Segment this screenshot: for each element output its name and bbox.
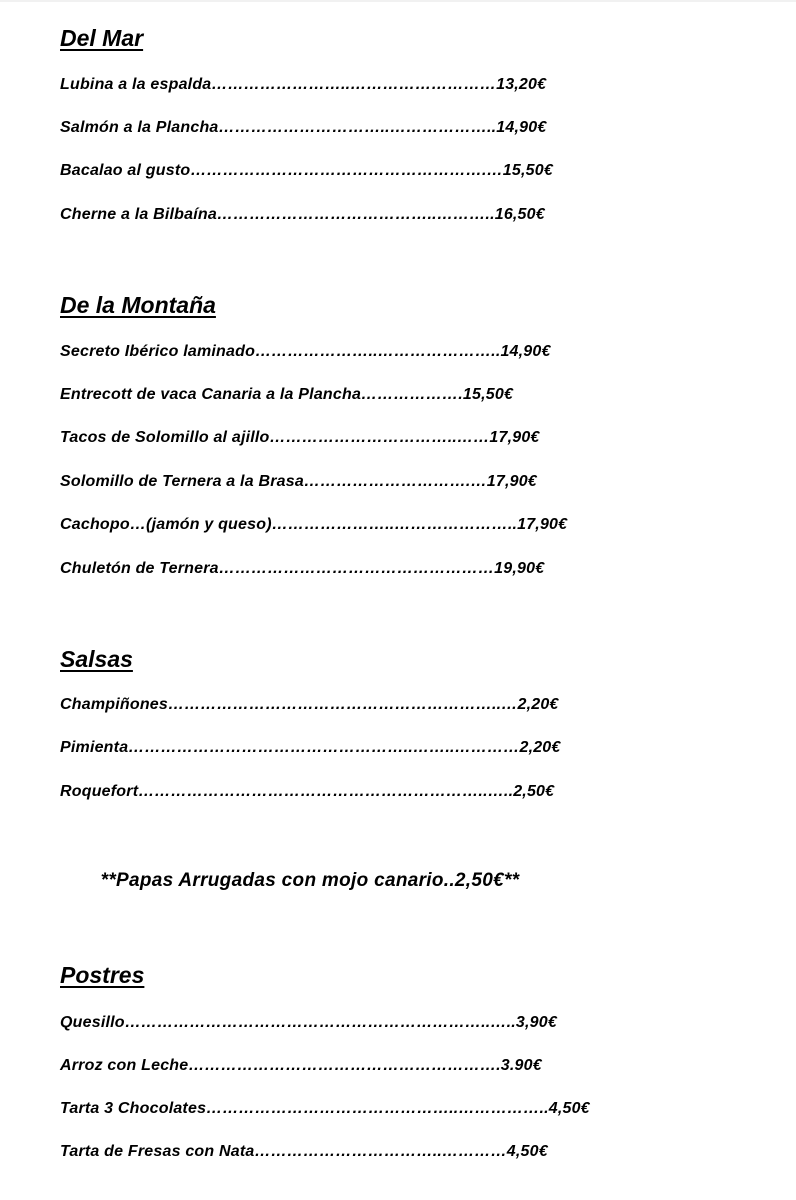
- menu-item-entrecott: Entrecott de vaca Canaria a la Plancha……………….15,50€: [60, 386, 514, 403]
- menu-item-tarta-fresas: Tarta de Fresas con Nata……………………………..…………4,50€: [60, 1143, 548, 1160]
- menu-item-roquefort: Roquefort………………………………………………………..…..2,50€: [60, 783, 555, 800]
- section-title-salsas: Salsas: [60, 646, 133, 672]
- special-papas-arrugadas: **Papas Arrugadas con mojo canario..2,50€**: [100, 870, 520, 891]
- menu-item-quesillo: Quesillo…………………………………………………………..…..3,90€: [60, 1014, 557, 1031]
- menu-item-chuleton: Chuletón de Ternera……………………………………………19,90€: [60, 560, 545, 577]
- menu-item-cachopo: Cachopo…(jamón y queso)…………………..…………………..17,90€: [60, 516, 568, 533]
- menu-item-cherne: Cherne a la Bilbaína…………………………………..………..16,50€: [60, 206, 545, 223]
- menu-item-champinones: Champiñones……………………………………………………..…2,20€: [60, 696, 559, 713]
- menu-item-bacalao: Bacalao al gusto……………………………………………….…15,50€: [60, 162, 553, 179]
- menu-item-tarta-chocolates: Tarta 3 Chocolates………………………………………..……………..4,50€: [60, 1100, 590, 1117]
- section-title-postres: Postres: [60, 962, 145, 988]
- menu-item-pimienta: Pimienta……………………………………………..……..…………2,20€: [60, 739, 561, 756]
- section-title-del-mar: Del Mar: [60, 25, 144, 51]
- menu-item-secreto: Secreto Ibérico laminado…………………..…………………..14,90€: [60, 343, 551, 360]
- section-title-de-la-montana: De la Montaña: [60, 292, 216, 318]
- menu-item-solomillo-ternera: Solomillo de Ternera a la Brasa………………………….…17,90€: [60, 473, 537, 490]
- menu-item-tacos-solomillo: Tacos de Solomillo al ajillo……………………………..……17,90€: [60, 429, 540, 446]
- menu-item-arroz-con-leche: Arroz con Leche………………………………………………….3.90€: [60, 1057, 542, 1074]
- menu-item-salmon: Salmón a la Plancha…………………………..………………..14,90€: [60, 119, 547, 136]
- menu-item-lubina: Lubina a la espalda……………………..………………………13,20€: [60, 76, 547, 93]
